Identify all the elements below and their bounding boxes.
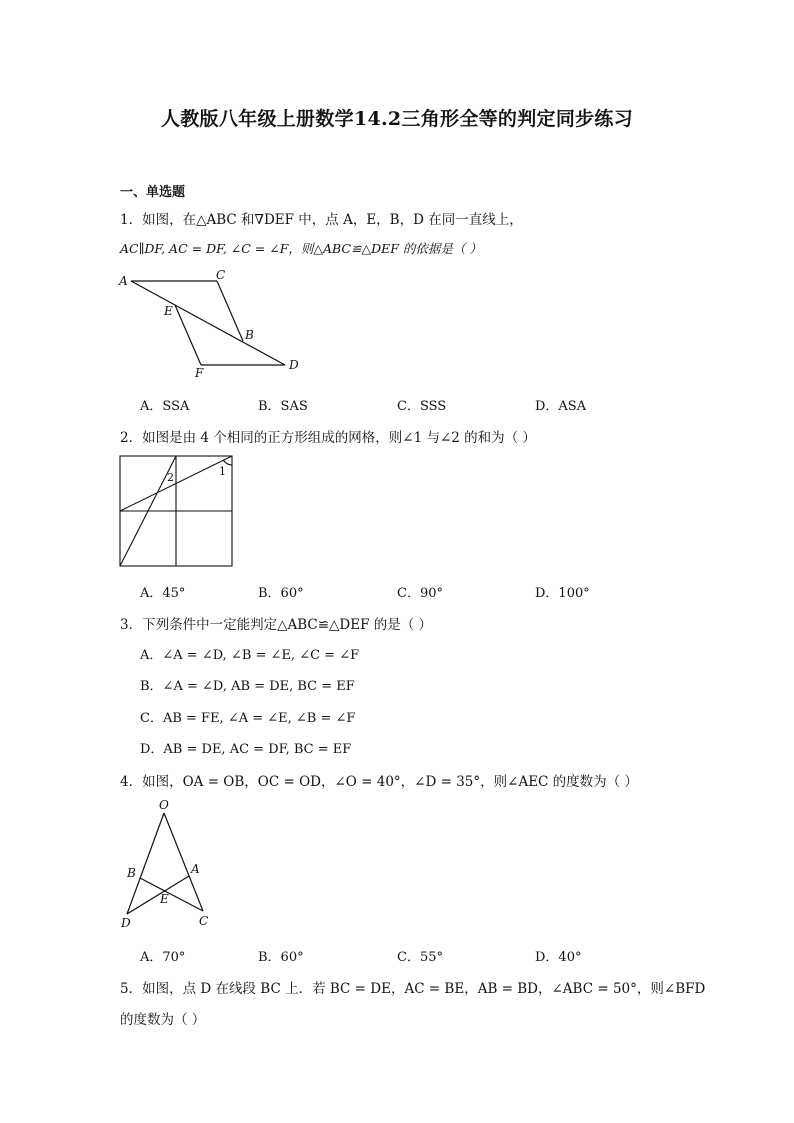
- q1-option-c[interactable]: C．SSS: [397, 399, 447, 414]
- label-D: D: [289, 358, 299, 372]
- q4-option-c[interactable]: C．55°: [397, 950, 443, 965]
- question-5-line-1: 5．如图，点 D 在线段 BC 上．若 BC = DE，AC = BE，AB = BD，∠ABC = 50°，则∠BFD: [120, 981, 706, 997]
- label-C: C: [199, 914, 209, 928]
- label-C: C: [216, 268, 226, 282]
- section-heading: 一、单选题: [120, 185, 186, 200]
- label-O: O: [159, 798, 169, 812]
- q3-option-b[interactable]: B．∠A = ∠D, AB = DE, BC = EF: [140, 679, 355, 694]
- q3-option-d[interactable]: D．AB = DE, AC = DF, BC = EF: [140, 742, 352, 757]
- figure-q1-parallelogram: [115, 268, 315, 383]
- q1-option-d[interactable]: D．ASA: [535, 399, 587, 414]
- question-2-line-1: 2．如图是由 4 个相同的正方形组成的网格，则∠1 与∠2 的和为（ ）: [120, 430, 536, 446]
- label-F: F: [195, 366, 204, 380]
- q3-option-a[interactable]: A．∠A = ∠D, ∠B = ∠E, ∠C = ∠F: [140, 648, 360, 663]
- question-1-line-2: AC∥DF, AC = DF, ∠C = ∠F，则△ABC≌△DEF 的依据是（ ）: [120, 241, 482, 256]
- page-title: 人教版八年级上册数学14.2三角形全等的判定同步练习: [160, 108, 634, 130]
- label-D: D: [121, 916, 131, 930]
- question-3-line-1: 3．下列条件中一定能判定△ABC≌△DEF 的是（ ）: [120, 617, 433, 633]
- question-4-line-1: 4．如图，OA = OB，OC = OD，∠O = 40°，∠D = 35°，则∠AEC 的度数为（ ）: [120, 774, 638, 790]
- question-1-line-1: 1．如图，在△ABC 和∇DEF 中，点 A，E，B，D 在同一直线上，: [120, 212, 523, 228]
- label-B: B: [245, 328, 254, 342]
- label-E: E: [164, 304, 173, 318]
- q2-option-a[interactable]: A．45°: [140, 586, 186, 601]
- figure-q4-triangles: [115, 797, 220, 932]
- q1-option-a[interactable]: A．SSA: [140, 399, 190, 414]
- label-B: B: [127, 866, 136, 880]
- figure-q2-grid: [119, 455, 235, 568]
- q4-option-b[interactable]: B．60°: [258, 950, 304, 965]
- q2-option-c[interactable]: C．90°: [397, 586, 443, 601]
- question-5-line-2: 的度数为（ ）: [120, 1012, 206, 1028]
- angle-2-label: 2: [167, 471, 174, 484]
- q2-option-b[interactable]: B．60°: [258, 586, 304, 601]
- label-A: A: [119, 274, 128, 288]
- q3-option-c[interactable]: C．AB = FE, ∠A = ∠E, ∠B = ∠F: [140, 711, 356, 726]
- q4-option-a[interactable]: A．70°: [140, 950, 186, 965]
- label-E: E: [160, 892, 169, 906]
- q2-option-d[interactable]: D．100°: [535, 586, 590, 601]
- angle-1-label: 1: [219, 465, 226, 478]
- q1-option-b[interactable]: B．SAS: [258, 399, 308, 414]
- label-A: A: [191, 862, 200, 876]
- q4-option-d[interactable]: D．40°: [535, 950, 582, 965]
